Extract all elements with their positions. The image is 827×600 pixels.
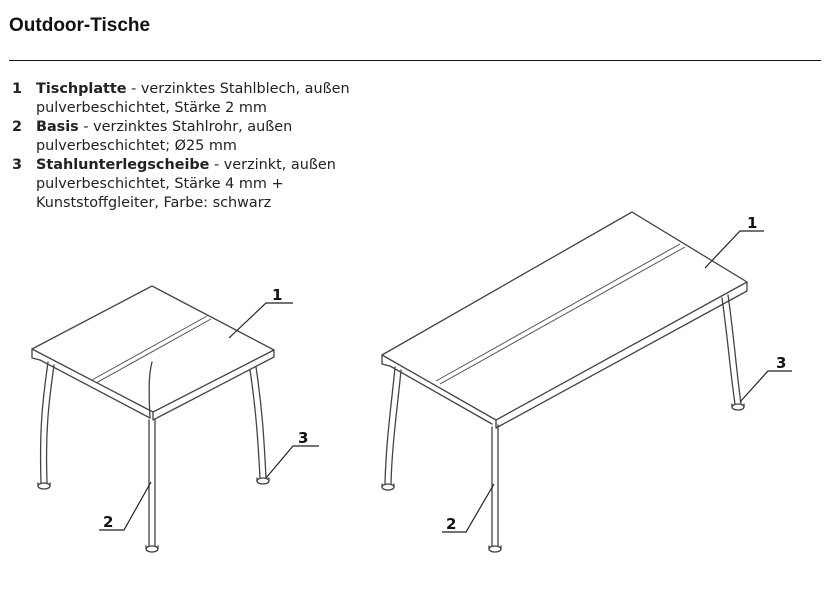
small-table-legs xyxy=(41,362,266,546)
large-leg-callout xyxy=(442,484,494,533)
large-foot-callout xyxy=(740,354,792,402)
legend-part-name: Basis xyxy=(36,119,79,135)
large-table-top xyxy=(382,212,747,428)
callout-label: 1 xyxy=(272,286,283,304)
callout-label: 1 xyxy=(747,214,758,232)
legend-part-name: Tischplatte xyxy=(36,81,127,97)
callout-label: 2 xyxy=(103,513,114,531)
page-title: Outdoor-Tische xyxy=(9,15,151,36)
legend-part-desc: - verzinktes Stahlrohr, außen pulverbeschichtet; Ø25 mm xyxy=(36,119,293,154)
callout-label: 3 xyxy=(776,354,787,372)
small-table-feet xyxy=(38,478,269,552)
legend-number: 2 xyxy=(12,119,23,135)
small-foot-callout xyxy=(266,429,319,478)
legend-number: 3 xyxy=(12,157,23,173)
large-top-callout xyxy=(705,214,764,268)
small-table-top xyxy=(32,286,274,420)
small-leg-callout xyxy=(99,482,151,531)
legend-part-desc: - verzinkt, außen pulverbeschichtet, Stärke 4 mm + Kunststoffgleiter, Farbe: schwarz xyxy=(36,157,336,211)
legend-part-desc: - verzinktes Stahlblech, außen pulverbeschichtet, Stärke 2 mm xyxy=(36,81,350,116)
large-table-legs xyxy=(385,295,741,546)
legend-number: 1 xyxy=(12,81,23,97)
small-top-callout xyxy=(229,286,293,338)
callout-label: 3 xyxy=(298,429,309,447)
large-table-feet xyxy=(382,404,744,552)
small-table xyxy=(32,286,319,552)
large-table xyxy=(382,212,792,552)
legend-part-name: Stahlunterlegscheibe xyxy=(36,157,210,173)
callout-label: 2 xyxy=(446,515,457,533)
